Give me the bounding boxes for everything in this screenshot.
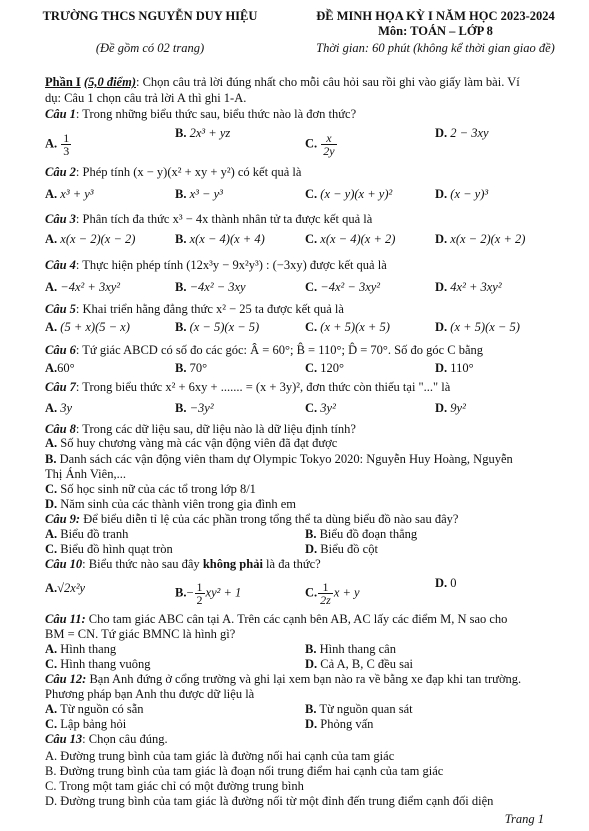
labels-C: C.	[305, 232, 318, 246]
q8-num: Câu 8	[45, 422, 76, 436]
labels-D: D.	[45, 794, 58, 808]
q9-num: Câu 9:	[45, 512, 81, 526]
q3-c: x(x − 4)(x + 2)	[320, 232, 396, 246]
labels-D: D.	[435, 361, 448, 375]
q8-b: Danh sách các vận động viên tham dự Olympic Tokyo 2020: Nguyễn Huy Hoàng, Nguyễn	[59, 452, 513, 466]
labels-A: A.	[45, 436, 58, 450]
q4-b: −4x² − 3xy	[189, 280, 246, 294]
part1-example: dụ: Câu 1 chọn câu trả lời A thì ghi 1-A.	[45, 91, 247, 105]
labels-D: D.	[435, 576, 448, 590]
q11-c: Hình thang vuông	[60, 657, 151, 671]
labels-B: B.	[175, 320, 187, 334]
q13-b: Đường trung bình của tam giác là đoạn nối trung điểm hai cạnh của tam giác	[59, 764, 444, 778]
school-name: TRƯỜNG THCS NGUYỄN DUY HIỆU	[42, 9, 258, 23]
q9-b: Biểu đồ đoạn thẳng	[319, 527, 418, 541]
option-a	[45, 320, 130, 335]
option-c	[45, 542, 173, 557]
labels-A: A.	[45, 361, 58, 375]
q10-text-post: là đa thức?	[262, 557, 321, 571]
q10-c-den: 2z	[320, 593, 331, 607]
q5-d: (x + 5)(x − 5)	[450, 320, 520, 334]
text	[45, 672, 521, 687]
q4-c: −4x² − 3xy²	[320, 280, 381, 294]
text	[45, 302, 344, 317]
q12-b: Từ nguồn quan sát	[319, 702, 413, 716]
q11-num: Câu 11:	[45, 612, 86, 626]
option-c	[305, 132, 338, 157]
part1-instruction-text: : Chọn câu trả lời đúng nhất cho mỗi câu hỏi sau rồi ghi vào giấy làm bài. Ví	[135, 75, 520, 89]
labels-A: A.	[45, 642, 58, 656]
text	[45, 612, 507, 627]
option-b	[175, 320, 259, 335]
q6-c: 120°	[320, 361, 345, 375]
option-d	[435, 232, 525, 247]
option-c	[45, 717, 126, 732]
q4-a: −4x² + 3xy²	[60, 280, 121, 294]
option-d	[435, 280, 502, 295]
q6-num: Câu 6	[45, 343, 76, 357]
labels-A: A.	[45, 749, 58, 763]
q7-d: 9y²	[450, 401, 466, 415]
q12-text2: Phương pháp bạn Anh thu được dữ liệu là	[45, 687, 255, 701]
q11-d: Cả A, B, C đều sai	[320, 657, 413, 671]
q2-num: Câu 2	[45, 165, 76, 179]
q9-d: Biểu đồ cột	[320, 542, 378, 556]
labels-B: B.	[305, 527, 317, 541]
labels-B: B.	[175, 187, 187, 201]
option-d	[305, 717, 373, 732]
q2-a: x³ + y³	[60, 187, 94, 201]
q1-c-den: 2y	[323, 144, 335, 158]
option-d	[435, 576, 457, 591]
labels-A: A.	[45, 232, 58, 246]
labels-D: D.	[305, 542, 318, 556]
option-c	[305, 361, 344, 376]
labels-C: C.	[305, 361, 318, 375]
q2-d: (x − y)³	[450, 187, 489, 201]
q11-text2: BM = CN. Tứ giác BMNC là hình gì?	[45, 627, 236, 641]
labels-B: B.	[175, 232, 187, 246]
option-d	[435, 361, 474, 376]
q8-a: Số huy chương vàng mà các vận động viên đã đạt được	[60, 436, 338, 450]
option-a	[45, 187, 94, 202]
q8-b2: Thị Ánh Viên,...	[45, 467, 126, 481]
text	[45, 343, 483, 358]
labels-A: A.	[45, 320, 58, 334]
text	[45, 75, 520, 90]
text	[45, 512, 458, 527]
text	[45, 764, 443, 779]
text	[45, 732, 168, 747]
subject: Môn: TOÁN – LỚP 8	[378, 24, 493, 38]
labels-D: D.	[435, 280, 448, 294]
text	[45, 779, 304, 794]
option-d	[435, 126, 489, 141]
q12-a: Từ nguồn có sẵn	[60, 702, 144, 716]
q2-text: : Phép tính (x − y)(x² + xy + y²) có kết quả là	[75, 165, 302, 179]
question-number: Câu 1	[45, 107, 76, 121]
labels-C: C.	[305, 401, 318, 415]
q10-text-bold: không phải	[202, 557, 263, 571]
labels-C: C.	[305, 136, 318, 151]
q8-d: Năm sinh của các thành viên trong gia đình em	[60, 497, 296, 511]
text	[321, 132, 336, 157]
text	[45, 422, 356, 437]
option-a	[45, 581, 85, 596]
labels-A: A.	[45, 401, 58, 415]
q12-num: Câu 12:	[45, 672, 87, 686]
part1-title: Phần I	[45, 75, 81, 89]
part1-points: (5,0 điểm)	[83, 75, 136, 89]
labels-D: D.	[435, 320, 448, 334]
header-right	[298, 9, 573, 56]
q3-b: x(x − 4)(x + 4)	[189, 232, 265, 246]
option-c	[305, 232, 395, 247]
labels-C: C.	[45, 657, 58, 671]
q1-d: 2 − 3xy	[450, 126, 489, 140]
q9-text: Để biểu diễn tỉ lệ của các phần trong tổng thể ta dùng biểu đồ nào sau đây?	[80, 512, 459, 526]
page-footer: Trang 1	[504, 812, 544, 826]
q7-text: : Trong biểu thức x² + 6xy + ....... = (x + 3y)², đơn thức còn thiếu tại "..." là	[75, 380, 451, 394]
q10-b-rest: xy² + 1	[205, 585, 242, 600]
text	[45, 107, 356, 122]
text	[45, 452, 513, 467]
option-a	[45, 702, 144, 717]
labels-B: B.	[45, 452, 57, 466]
option-b	[175, 401, 214, 416]
q10-options	[0, 574, 589, 608]
option-b	[305, 702, 413, 717]
q13-num: Câu 13	[45, 732, 83, 746]
q10-c-rest: x + y	[333, 585, 360, 600]
text	[61, 132, 71, 157]
q10-c-num: 1	[318, 581, 333, 594]
q3-text: : Phân tích đa thức x³ − 4x thành nhân tử ta được kết quả là	[75, 212, 373, 226]
q8-c: Số học sinh nữ của các tổ trong lớp 8/1	[60, 482, 256, 496]
option-d	[435, 320, 520, 335]
q11-text: Cho tam giác ABC cân tại A. Trên các cạnh bên AB, AC lấy các điểm M, N sao cho	[85, 612, 508, 626]
q10-d: 0	[450, 576, 457, 590]
option-a	[45, 232, 135, 247]
q13-a: Đường trung bình của tam giác là đường nối hai cạnh của tam giác	[60, 749, 395, 763]
q3-num: Câu 3	[45, 212, 76, 226]
labels-A: A.	[45, 702, 58, 716]
q4-d: 4x² + 3xy²	[450, 280, 502, 294]
labels-B: B.	[175, 126, 187, 140]
option-b	[305, 642, 396, 657]
q11-a: Hình thang	[60, 642, 117, 656]
labels-A: A.	[45, 280, 58, 294]
option-a	[45, 527, 128, 542]
q10-b-num: 1	[196, 580, 203, 594]
labels-B: B.	[175, 280, 187, 294]
labels-C: C.	[45, 542, 58, 556]
option-a	[45, 361, 75, 376]
text	[195, 581, 205, 606]
q6-text: : Tứ giác ABCD có số đo các góc: Â = 60°; B̂ = 110°; D̂ = 70°. Số đo góc C bằng	[75, 343, 484, 357]
labels-B: B.	[175, 401, 187, 415]
labels-C: C.	[305, 280, 318, 294]
q7-b: −3y²	[189, 401, 214, 415]
labels-C: C.	[45, 779, 57, 793]
option-a	[45, 280, 120, 295]
text	[45, 436, 337, 451]
exam-time: Thời gian: 60 phút (không kể thời gian giao đề)	[316, 41, 555, 55]
q4-text: : Thực hiện phép tính (12x³y − 9x²y³) : (−3xy) được kết quả là	[75, 258, 387, 272]
option-d	[435, 401, 466, 416]
text	[45, 258, 387, 273]
q5-num: Câu 5	[45, 302, 76, 316]
exam-title: ĐỀ MINH HỌA KỲ I NĂM HỌC 2023-2024	[316, 9, 555, 23]
labels-C: C.	[45, 717, 58, 731]
labels-A: A.	[45, 527, 58, 541]
labels-D: D.	[435, 187, 448, 201]
option-b: B.− $\frac{1}{2}$ xy² + 1	[175, 580, 242, 607]
q5-c: (x + 5)(x + 5)	[320, 320, 390, 334]
text	[45, 497, 296, 512]
labels-D: D.	[45, 497, 58, 511]
q6-a: 60°	[57, 361, 75, 375]
q5-a: (5 + x)(5 − x)	[60, 320, 130, 334]
q5-text: : Khai triển hằng đẳng thức x² − 25 ta được kết quả là	[75, 302, 344, 316]
option-c	[305, 280, 380, 295]
option-b	[175, 361, 207, 376]
q2-b: x³ − y³	[189, 187, 223, 201]
q2-c: (x − y)(x + y)²	[320, 187, 393, 201]
q1-a-den: 3	[63, 144, 70, 158]
option-c	[45, 657, 151, 672]
text	[45, 794, 493, 809]
q8-text: : Trong các dữ liệu sau, dữ liệu nào là dữ liệu định tính?	[75, 422, 356, 436]
q11-b: Hình thang cân	[319, 642, 396, 656]
option-b	[175, 126, 230, 141]
q3-d: x(x − 2)(x + 2)	[450, 232, 526, 246]
q7-a: 3y	[60, 401, 73, 415]
option-b	[175, 187, 223, 202]
text	[45, 482, 256, 497]
q13-d: Đường trung bình của tam giác là đường nối từ một đỉnh đến trung điểm cạnh đối diện	[60, 794, 494, 808]
q13-text: : Chọn câu đúng.	[82, 732, 168, 746]
q10-a: √2x²y	[57, 581, 86, 595]
labels-D: D.	[435, 126, 448, 140]
option-a	[45, 642, 116, 657]
option-a	[45, 132, 72, 157]
q12-text: Bạn Anh đứng ở cổng trường và ghi lại xem bạn nào ra về bằng xe đạp khi tan trường.	[86, 672, 522, 686]
labels-A: A.	[45, 136, 58, 151]
labels-C: C.	[305, 585, 318, 600]
text	[45, 380, 450, 395]
labels-C: C.	[45, 482, 58, 496]
q1-options	[0, 126, 589, 158]
option-b	[305, 527, 417, 542]
text	[45, 557, 321, 572]
q10-num: Câu 10	[45, 557, 83, 571]
text	[45, 212, 372, 227]
labels-B: B.	[305, 642, 317, 656]
labels-B: B.	[305, 702, 317, 716]
labels-D: D.	[435, 401, 448, 415]
option-c	[305, 401, 336, 416]
labels-D: D.	[305, 657, 318, 671]
q1-a-num: 1	[63, 131, 70, 145]
q10-b-den: 2	[196, 593, 203, 607]
q9-c: Biểu đồ hình quạt tròn	[60, 542, 173, 556]
labels-D: D.	[305, 717, 318, 731]
labels-B: B.	[175, 361, 187, 375]
q1-c-num: x	[321, 132, 336, 145]
q7-num: Câu 7	[45, 380, 76, 394]
text	[318, 581, 333, 606]
labels-A: A.	[45, 187, 58, 201]
q12-d: Phỏng vấn	[320, 717, 374, 731]
pages-note: (Đề gồm có 02 trang)	[95, 41, 205, 55]
labels-A: A.	[45, 581, 58, 595]
q1-b: 2x³ + yz	[189, 126, 231, 140]
option-c	[305, 581, 360, 606]
q10-text-pre: : Biểu thức nào sau đây	[82, 557, 203, 571]
q13-c: Trong một tam giác chỉ có một đường trung bình	[59, 779, 304, 793]
labels-B: B.	[175, 585, 187, 600]
labels-C: C.	[305, 320, 318, 334]
text	[45, 749, 394, 764]
option-a	[45, 401, 72, 416]
q3-a: x(x − 2)(x − 2)	[60, 232, 136, 246]
q5-b: (x − 5)(x − 5)	[189, 320, 260, 334]
q7-c: 3y²	[320, 401, 336, 415]
option-d	[435, 187, 488, 202]
q12-c: Lập bảng hỏi	[60, 717, 127, 731]
header-left	[30, 9, 270, 56]
labels-C: C.	[305, 187, 318, 201]
question-text: : Trong những biểu thức sau, biểu thức nào là đơn thức?	[75, 107, 357, 121]
q4-num: Câu 4	[45, 258, 76, 272]
option-b	[175, 232, 265, 247]
labels-D: D.	[435, 232, 448, 246]
option-d	[305, 542, 378, 557]
option-b	[175, 280, 246, 295]
q9-a: Biểu đồ tranh	[60, 527, 129, 541]
q6-d: 110°	[450, 361, 474, 375]
q6-b: 70°	[189, 361, 208, 375]
labels-B: B.	[45, 764, 57, 778]
option-d	[305, 657, 413, 672]
option-c	[305, 187, 392, 202]
text	[45, 165, 301, 180]
option-c	[305, 320, 390, 335]
